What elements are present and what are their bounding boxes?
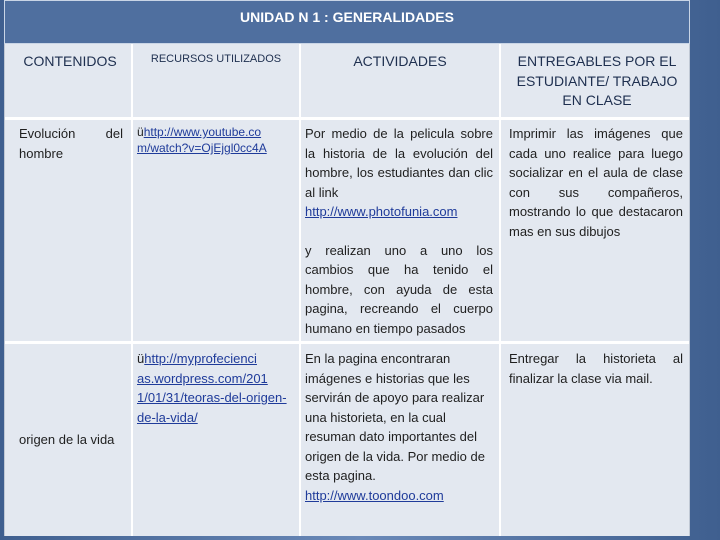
row2-actividad-link[interactable]: http://www.toondoo.com xyxy=(305,487,444,503)
header-contenidos: CONTENIDOS xyxy=(23,53,117,69)
row2-recurso-link[interactable]: http://myprofecienci as.wordpress.com/201 1/01/31/teoras-del-origen-de-la-vida/ xyxy=(137,351,287,425)
check-icon: ü xyxy=(137,125,144,139)
row1-contenido: Evolución del hombre xyxy=(19,126,123,161)
spacer xyxy=(305,222,493,241)
header-recursos: RECURSOS UTILIZADOS xyxy=(150,53,282,65)
row2-actividad xyxy=(305,349,495,505)
check-icon: ü xyxy=(137,351,145,366)
row2-entregable: Entregar la historieta al finalizar la clase via mail. xyxy=(509,351,683,386)
row-divider xyxy=(5,341,689,344)
row1-recurso-link[interactable]: http://www.youtube.co m/watch?v=OjEjgl0cc4A xyxy=(137,125,267,155)
header-actividades: ACTIVIDADES xyxy=(353,53,447,69)
row2-recurso xyxy=(137,349,295,427)
row1-entregable: Imprimir las imágenes que cada uno realice para luego socializar en el aula de clase con sus compañeros, mostrando lo que destacaron mas en sus dibujos xyxy=(509,126,683,239)
row1-actividad-text: Por medio de la pelicula sobre la historia de la evolución del hombre, los estudiantes dan clic al link xyxy=(305,126,493,200)
row1-recurso xyxy=(137,124,295,156)
row-divider xyxy=(5,117,689,120)
slide-title xyxy=(4,0,690,44)
row2-actividad-text: En la pagina encontraran imágenes e historias que les servirán de apoyo para realizar una historieta, en la cual resuman dato importantes del origen de la vida. Por medio de esta pagina. xyxy=(305,351,485,483)
row1-actividad-text-2: y realizan uno a uno los cambios que ha tenido el hombre, con ayuda de esta pagina, recreando el cuerpo humano en tiempo pasados xyxy=(305,242,493,336)
header-entregables: ENTREGABLES POR EL ESTUDIANTE/ TRABAJO EN CLASE xyxy=(516,53,678,108)
content-table xyxy=(4,44,690,536)
row1-actividad-link[interactable]: http://www.photofunia.com xyxy=(305,204,458,219)
row2-contenido: origen de la vida xyxy=(19,432,115,447)
row1-actividad xyxy=(305,124,493,338)
title-text: UNIDAD N 1 : GENERALIDADES xyxy=(240,9,454,25)
